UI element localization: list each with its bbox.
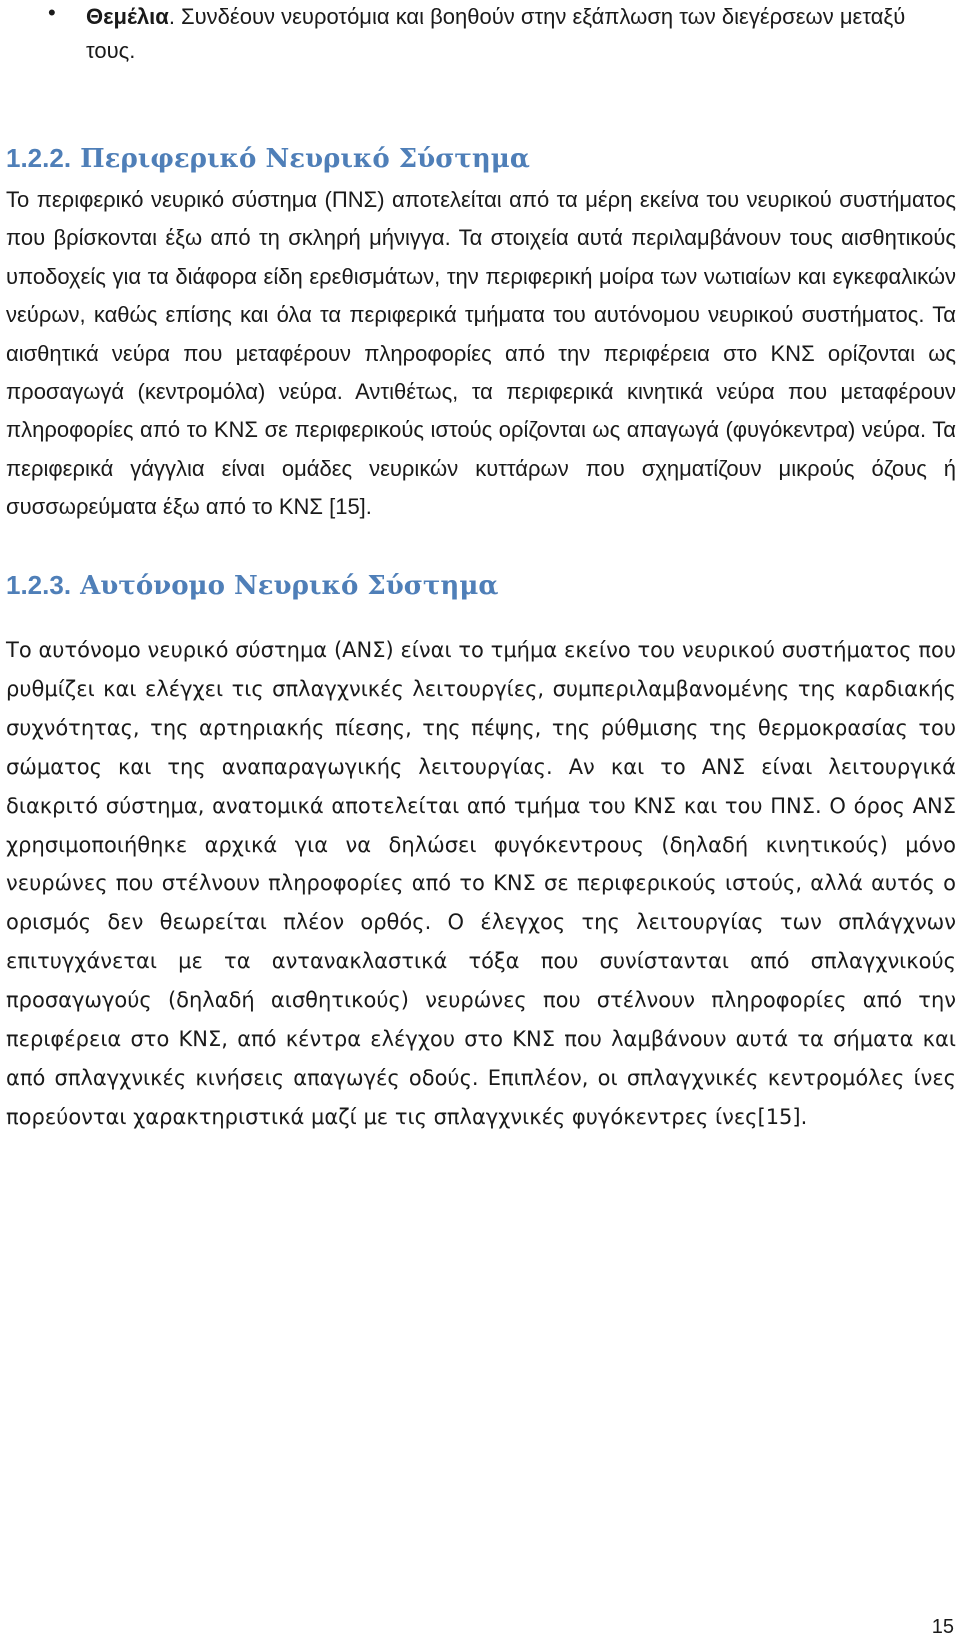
section-heading-autonomic (6, 568, 956, 603)
bullet-text (86, 0, 908, 68)
bullet-marker: • (48, 0, 56, 25)
bullet-item-themelia (48, 0, 908, 68)
paragraph-autonomic: Το αυτόνομο νευρικό σύστημα (ΑΝΣ) είναι το τμήμα εκείνο του νευρικού συστήματος που ρυθμίζει και ελέγχει τις σπλαγχνικές λειτουργίες, συμπεριλαμβανομένης της καρδιακής συχνότητας, της αρτηριακής πίεσης, της πέψης, της ρύθμισης της θερμοκρασίας του σώματος και της αναπαραγωγικής λειτουργίας. Αν και το ΑΝΣ είναι λειτουργικά διακριτό σύστημα, ανατομικά αποτελείται από τμήμα του ΚΝΣ και του ΠΝΣ. Ο όρος ΑΝΣ χρησιμοποιήθηκε αρχικά για να δηλώσει φυγόκεντρους (δηλαδή κινητικούς) μόνο νευρώνες που στέλνουν πληροφορίες από το ΚΝΣ σε περιφερικούς ιστούς, αλλά αυτός ο ορισμός δεν θεωρείται πλέον ορθός. Ο έλεγχος της λειτουργίας των σπλάγχνων επιτυγχάνεται με τα αντανακλαστικά τόξα που συνίστανται από σπλαγχνικούς προσαγωγούς (δηλαδή αισθητικούς) νευρώνες που στέλνουν πληροφορίες από την περιφέρεια στο ΚΝΣ, από κέντρα ελέγχου στο ΚΝΣ που λαμβάνουν αυτά τα σήματα και από σπλαγχνικές κινήσεις απαγωγές οδούς. Επιπλέον, οι σπλαγχνικές κεντρομόλες ίνες πορεύονται χαρακτηριστικά μαζί με τις σπλαγχνικές φυγόκεντρες ίνες[15]. (6, 638, 956, 1129)
paragraph-peripheral: Το περιφερικό νευρικό σύστημα (ΠΝΣ) αποτελείται από τα μέρη εκείνα του νευρικού συστήματος που βρίσκονται έξω από τη σκληρή μήνιγγα. Τα στοιχεία αυτά περιλαμβάνουν τους αισθητικούς υποδοχείς για τα διάφορα είδη ερεθισμάτων, την περιφερική μοίρα των νωτιαίων και εγκεφαλικών νεύρων, καθώς επίσης και όλα τα περιφερικά τμήματα του αυτόνομου νευρικού συστήματος. Τα αισθητικά νεύρα που μεταφέρουν πληροφορίες από την περιφέρεια στο ΚΝΣ ορίζονται ως προσαγωγά (κεντρομόλα) νεύρα. Αντιθέτως, τα περιφερικά κινητικά νεύρα που μεταφέρουν πληροφορίες από το ΚΝΣ σε περιφερικούς ιστούς ορίζονται ως απαγωγά (φυγόκεντρα) νεύρα. Τα περιφερικά γάγγλια είναι ομάδες νευρικών κυττάρων που σχηματίζουν μικρούς όζους ή συσσωρεύματα έξω από το ΚΝΣ [15]. (6, 187, 956, 520)
section-number: 1.2.3. (6, 570, 72, 600)
page-number: 15 (931, 1616, 954, 1638)
section-heading-peripheral (6, 141, 956, 176)
section-number: 1.2.2. (6, 143, 72, 173)
section-title: Περιφερικό Νευρικό Σύστημα (80, 144, 530, 174)
section-title: Αυτόνομο Νευρικό Σύστημα (80, 571, 499, 601)
bullet-term: Θεμέλια (86, 4, 169, 29)
bullet-description: . Συνδέουν νευροτόμια και βοηθούν στην εξάπλωση των διεγέρσεων μεταξύ τους. (86, 4, 906, 63)
